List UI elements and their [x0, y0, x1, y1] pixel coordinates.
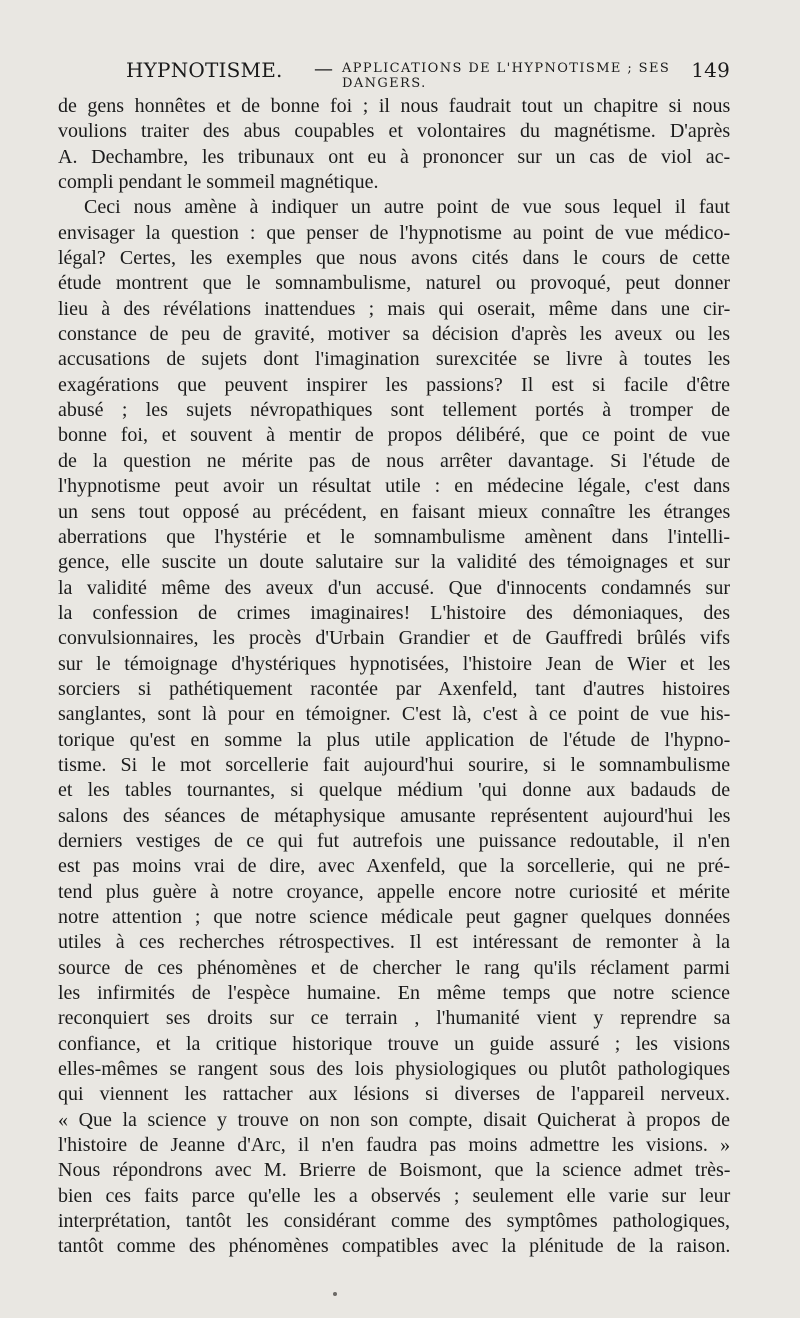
text-line: exagérations que peuvent inspirer les passions? Il est si facile d'être: [58, 373, 730, 396]
text-line: l'hypnotisme peut avoir un résultat utile : en médecine légale, c'est dans: [58, 475, 730, 498]
text-line: la validité même des aveux d'un accusé. Que d'innocents condamnés sur: [58, 576, 730, 599]
text-line: accusations de sujets dont l'imagination surexcitée se livre à toutes les: [58, 348, 731, 371]
text-line: Ceci nous amène à indiquer un autre point de vue sous lequel il faut: [84, 196, 730, 219]
running-subtitle: APPLICATIONS DE L'HYPNOTISME ; SES DANGERS.: [342, 61, 671, 91]
text-line: derniers vestiges de ce qui fut autrefois une puissance redoutable, il n'en: [58, 829, 730, 852]
text-line: reconquiert ses droits sur ce terrain , l'humanité vient y reprendre sa: [58, 1007, 731, 1030]
text-line: abusé ; les sujets névropathiques sont tellement portés à tromper de: [58, 399, 730, 422]
text-line: bonne foi, et souvent à mentir de propos délibéré, que ce point de vue: [58, 424, 731, 447]
text-line: aberrations que l'hystérie et le somnambulisme amènent dans l'intelli-: [58, 525, 731, 548]
text-line: convulsionnaires, les procès d'Urbain Grandier et de Gauffredi brûlés vifs: [58, 627, 730, 650]
text-line: légal? Certes, les exemples que nous avons cités dans le cours de cette: [58, 247, 730, 270]
page-number: 149: [691, 58, 730, 82]
text-line: confiance, et la critique historique trouve un guide assuré ; les visions: [58, 1032, 730, 1055]
text-line: est pas moins vrai de dire, avec Axenfeld, que la sorcellerie, qui ne pré-: [58, 855, 730, 878]
text-line: salons des séances de métaphysique amusante représentent aujourd'hui les: [58, 804, 731, 827]
body-text: [58, 94, 730, 1260]
text-line: utiles à ces recherches rétrospectives. Il est intéressant de remonter à la: [58, 931, 730, 954]
text-line: Nous répondrons avec M. Brierre de Boismont, que la science admet très-: [58, 1159, 731, 1182]
text-line: compli pendant le sommeil magnétique.: [58, 171, 379, 194]
text-line: notre attention ; que notre science médicale peut gagner quelques données: [58, 906, 731, 928]
text-line: sur le témoignage d'hystériques hypnotisées, l'histoire Jean de Wier et les: [58, 652, 731, 675]
text-line: voulions traiter des abus coupables et volontaires du magnétisme. D'après: [58, 120, 731, 143]
text-line: l'histoire de Jeanne d'Arc, il n'en faudra pas moins admettre les visions. »: [58, 1134, 731, 1157]
text-line: tantôt comme des phénomènes compatibles avec la plénitude de la raison.: [58, 1235, 731, 1258]
text-line: de la question ne mérite pas de nous arrêter davantage. Si l'étude de: [58, 449, 730, 472]
running-header: [58, 52, 730, 91]
text-line: constance de peu de gravité, motiver sa décision d'après les aveux ou les: [58, 323, 730, 346]
text-line: source de ces phénomènes et de chercher le rang qu'ils réclament parmi: [58, 956, 730, 979]
text-line: A. Dechambre, les tribunaux ont eu à prononcer sur un cas de viol ac-: [58, 145, 731, 168]
text-line: et les tables tournantes, si quelque médium 'qui donne aux badauds de: [58, 779, 731, 802]
text-line: de gens honnêtes et de bonne foi ; il nous faudrait tout un chapitre si nous: [58, 95, 731, 117]
text-line: lieu à des révélations inattendues ; mais qui oserait, même dans une cir-: [58, 297, 731, 320]
text-line: bien ces faits parce qu'elle les a observés ; seulement elle varie sur leur: [58, 1184, 731, 1207]
title-separator: —: [314, 58, 334, 80]
text-line: torique qu'est en somme la plus utile application de l'étude de l'hypno-: [58, 728, 731, 751]
text-line: étude montrent que le somnambulisme, naturel ou provoqué, peut donner: [58, 272, 731, 295]
text-line: tisme. Si le mot sorcellerie fait aujourd'hui sourire, si le somnambulisme: [58, 753, 731, 776]
text-line: interprétation, tantôt les considérant comme des symptômes pathologiques,: [58, 1210, 730, 1233]
text-line: gence, elle suscite un doute salutaire sur la validité des témoignages et sur: [58, 551, 730, 574]
text-line: qui viennent les rattacher aux lésions si diverses de l'appareil nerveux.: [58, 1083, 730, 1106]
ink-speck: [333, 1292, 337, 1296]
text-line: un sens tout opposé au précédent, en faisant mieux connaître les étranges: [58, 500, 731, 523]
running-title: HYPNOTISME.: [126, 58, 283, 82]
text-line: les infirmités de l'espèce humaine. En même temps que notre science: [58, 982, 730, 1005]
text-line: sorciers si pathétiquement racontée par Axenfeld, tant d'autres histoires: [58, 677, 730, 700]
text-line: « Que la science y trouve on non son compte, disait Quicherat à propos de: [58, 1108, 730, 1131]
text-line: tend plus guère à notre croyance, appelle encore notre curiosité et mérite: [58, 880, 730, 903]
text-line: elles-mêmes se rangent sous des lois physiologiques ou plutôt pathologiques: [58, 1058, 730, 1081]
text-line: envisager la question : que penser de l'hypnotisme au point de vue médico-: [58, 221, 731, 244]
text-line: sanglantes, sont là pour en témoigner. C'est là, c'est à ce point de vue his-: [58, 703, 731, 726]
text-line: la confession de crimes imaginaires! L'histoire des démoniaques, des: [58, 601, 730, 624]
